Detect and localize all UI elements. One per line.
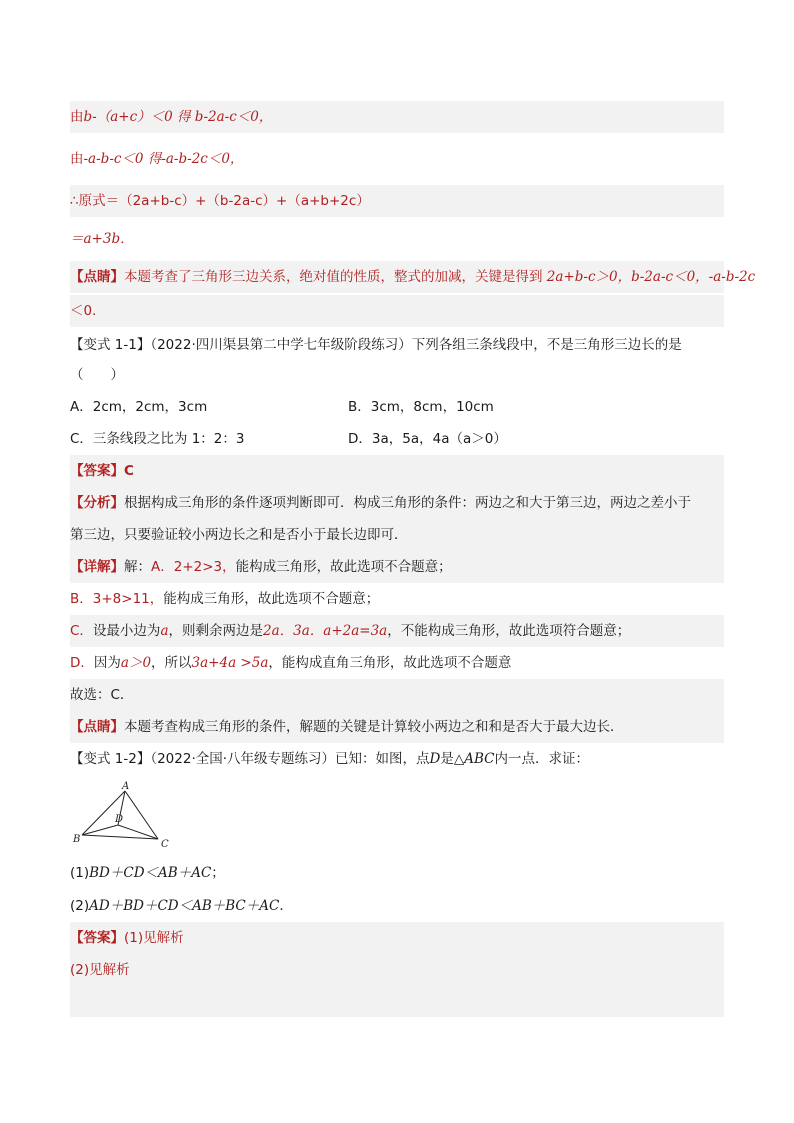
side-bc <box>82 835 158 839</box>
detail-text: 因为 <box>93 655 121 671</box>
options-row-2 <box>70 423 724 455</box>
answer-tag: 【答案】 <box>70 930 124 946</box>
part-number: (2) <box>70 898 90 914</box>
detail-line-3 <box>70 615 724 647</box>
note-text: 本题考查了三角形三边关系，绝对值的性质，整式的加减，关键是得到 <box>124 269 543 285</box>
question-text: 内一点．求证： <box>494 751 590 767</box>
text: 由 <box>70 109 84 125</box>
proof-part-2 <box>70 890 724 922</box>
math-text: ∴原式＝（2a+b-c）+（b-2a-c）+（a+b+2c） <box>70 193 370 209</box>
detail-math: B．3+8>11， <box>70 591 164 607</box>
option-b: B．3cm，8cm，10cm <box>348 399 494 415</box>
note-text: 本题考查构成三角形的条件，解题的关键是计算较小两边之和和是否大于最大边长． <box>124 719 624 735</box>
math-text: b-（a+c）＜0 得 b-2a-c＜0， <box>83 109 273 125</box>
math-text: BD＋CD＜AB＋AC <box>89 865 212 881</box>
side-ab <box>82 791 125 835</box>
answer-block <box>70 922 724 1017</box>
detail-line-5 <box>70 679 724 711</box>
answer-value: (1)见解析 <box>124 930 184 946</box>
answer-line-2 <box>70 954 724 986</box>
note-text: ＜0． <box>70 303 106 319</box>
detail-label: D． <box>70 655 94 671</box>
proof-part-1 <box>70 857 724 889</box>
detail-text: 解： <box>124 559 151 575</box>
detail-text: 能构成三角形，故此选项不合题意； <box>163 591 380 607</box>
answer-line <box>70 455 724 487</box>
detail-math: 2a．3a．a+2a=3a <box>263 623 388 639</box>
answer-blank: （ ） <box>70 367 124 383</box>
punctuation: ． <box>279 898 293 914</box>
detail-text: ，能构成直角三角形，故此选项不合题意 <box>268 655 512 671</box>
side-ac <box>125 791 158 839</box>
math-text: △ABC <box>453 751 495 767</box>
note-line-1 <box>70 261 756 293</box>
analysis-text: 第三边，只要验证较小两边长之和是否小于最长边即可． <box>70 527 408 543</box>
question-line-2 <box>70 359 724 391</box>
solution-line-4 <box>70 223 724 255</box>
variant-tag: 【变式 1-2】 <box>70 751 151 767</box>
option-d: D．3a，5a，4a（a＞0） <box>348 431 507 447</box>
label-d: D <box>115 814 124 825</box>
math-text: D <box>429 751 441 767</box>
question-text: 已知：如图，点 <box>335 751 430 767</box>
question-text: 下列各组三条线段中，不是三角形三边长的是 <box>411 337 682 353</box>
source-text: （2022·四川渠县第二中学七年级阶段练习） <box>150 337 412 353</box>
detail-label: C． <box>70 623 93 639</box>
part-number: (1) <box>70 865 90 881</box>
note-line-3 <box>70 711 724 743</box>
punctuation: ； <box>211 865 225 881</box>
detail-math: 3a+4a >5a <box>191 655 269 671</box>
answer-line-1 <box>70 922 724 954</box>
solution-line-1 <box>70 101 724 133</box>
option-c: C．三条线段之比为 1：2：3 <box>70 431 245 447</box>
detail-math: a＞0 <box>120 655 152 671</box>
math-text: -a-b-c＜0 得-a-b-2c＜0， <box>83 151 244 167</box>
detail-text: 故选：C． <box>70 687 134 703</box>
label-c: C <box>161 839 169 850</box>
analysis-line-1 <box>70 487 724 519</box>
triangle-figure <box>70 781 180 851</box>
option-a: A．2cm，2cm，3cm <box>70 399 208 415</box>
detail-line-1 <box>70 551 724 583</box>
note-tag: 【点睛】 <box>70 269 124 285</box>
answer-value: C <box>124 463 134 479</box>
source-text: （2022·全国·八年级专题练习） <box>150 751 336 767</box>
analysis-line-2 <box>70 519 724 551</box>
answer-tag: 【答案】 <box>70 463 124 479</box>
note-line-2 <box>70 295 724 327</box>
options-row-1 <box>70 391 724 423</box>
detail-text: ，所以 <box>151 655 192 671</box>
detail-math: A．2+2>3， <box>151 559 236 575</box>
detail-text: ，则剩余两边是 <box>168 623 263 639</box>
variant-tag: 【变式 1-1】 <box>70 337 151 353</box>
label-a: A <box>122 781 130 792</box>
detail-text: ，不能构成三角形，故此选项符合题意； <box>387 623 631 639</box>
math-text: AD＋BD＋CD＜AB＋BC＋AC <box>89 898 280 914</box>
math-text: 2a+b-c＞0，b-2a-c＜0，-a-b-2c <box>546 269 756 285</box>
detail-text: 设最小边为 <box>92 623 161 639</box>
detail-tag: 【详解】 <box>70 559 124 575</box>
detail-text: 能构成三角形，故此选项不合题意； <box>235 559 452 575</box>
detail-line-2 <box>70 583 724 615</box>
detail-math: a <box>160 623 169 639</box>
question-line-3 <box>70 743 724 775</box>
solution-line-3 <box>70 185 724 217</box>
answer-value: (2)见解析 <box>70 962 130 978</box>
question-text: 是 <box>440 751 454 767</box>
solution-line-2 <box>70 143 724 175</box>
label-b: B <box>73 834 81 845</box>
analysis-tag: 【分析】 <box>70 495 124 511</box>
note-tag: 【点睛】 <box>70 719 124 735</box>
text: 由 <box>70 151 84 167</box>
detail-line-4 <box>70 647 724 679</box>
math-text: ＝a+3b． <box>70 231 134 247</box>
question-line-1 <box>70 329 724 361</box>
analysis-text: 根据构成三角形的条件逐项判断即可．构成三角形的条件：两边之和大于第三边，两边之差小于 <box>124 495 691 511</box>
